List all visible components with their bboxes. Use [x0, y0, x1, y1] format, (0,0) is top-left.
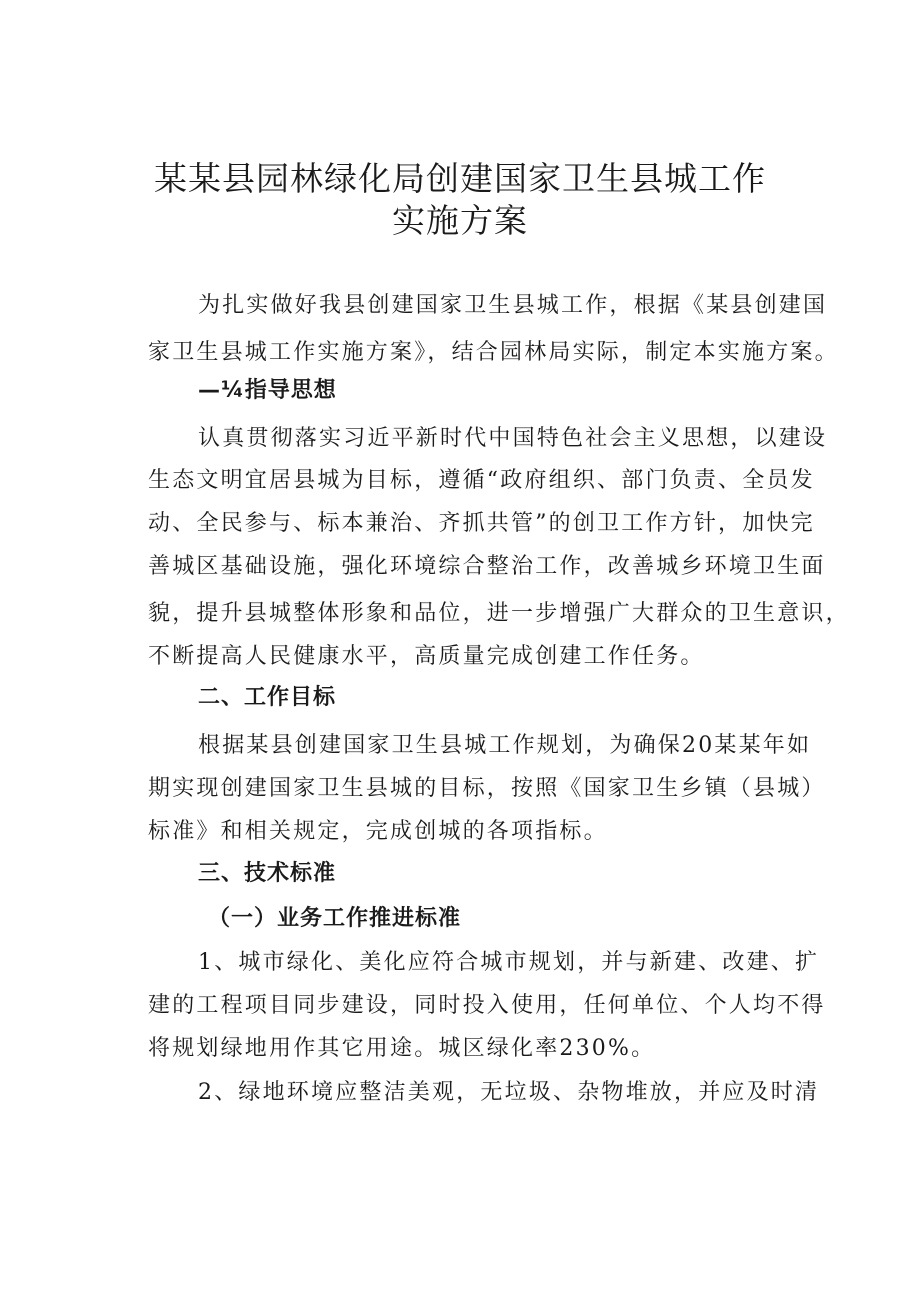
intro-line-2: 家卫生县城工作实施方案》，结合园林局实际，制定本实施方案。 [148, 340, 839, 365]
intro-line-1: 为扎实做好我县创建国家卫生县城工作，根据《某县创建国 [198, 293, 828, 318]
goal-paragraph-line-2: 期实现创建国家卫生县城的目标，按照《国家卫生乡镇（县城） [148, 776, 826, 801]
document-title-line-2: 实施方案 [392, 201, 528, 240]
guiding-paragraph-line-3: 动、全民参与、标本兼治、齐抓共管”的创卫工作方针，加快完 [148, 511, 815, 536]
document-title-line-1: 某某县园林绿化局创建国家卫生县城工作 [154, 159, 766, 198]
section-heading-2: 二、工作目标 [198, 685, 337, 710]
section-heading-3: 三、技术标准 [198, 861, 337, 886]
section-heading-1: —¼指导思想 [198, 378, 337, 403]
goal-paragraph-line-1: 根据某县创建国家卫生县城工作规划，为确保20某某年如 [198, 733, 812, 758]
subsection-heading-1: （一）业务工作推进标准 [208, 906, 462, 931]
standard-item-1-line-3: 将规划绿地用作其它用途。城区绿化率230%。 [148, 1036, 656, 1061]
guiding-paragraph-line-2: 生态文明宜居县城为目标，遵循“政府组织、部门负责、全员发 [148, 468, 815, 493]
goal-paragraph-line-3: 标准》和相关规定，完成创城的各项指标。 [148, 819, 608, 844]
standard-item-2-line-1: 2、绿地环境应整洁美观，无垃圾、杂物堆放，并应及时清 [198, 1080, 820, 1105]
guiding-paragraph-line-1: 认真贯彻落实习近平新时代中国特色社会主义思想，以建设 [198, 426, 828, 451]
standard-item-1-line-2: 建的工程项目同步建设，同时投入使用，任何单位、个人均不得 [148, 993, 826, 1018]
guiding-paragraph-line-6: 不断提高人民健康水平，高质量完成创建工作任务。 [148, 644, 705, 669]
standard-item-1-line-1: 1、城市绿化、美化应符合城市规划，并与新建、改建、扩 [198, 950, 820, 975]
guiding-paragraph-line-4: 善城区基础设施，强化环境综合整治工作，改善城乡环境卫生面 [148, 554, 826, 579]
guiding-paragraph-line-5: 貌，提升县城整体形象和品位，进一步增强广大群众的卫生意识， [148, 601, 850, 626]
